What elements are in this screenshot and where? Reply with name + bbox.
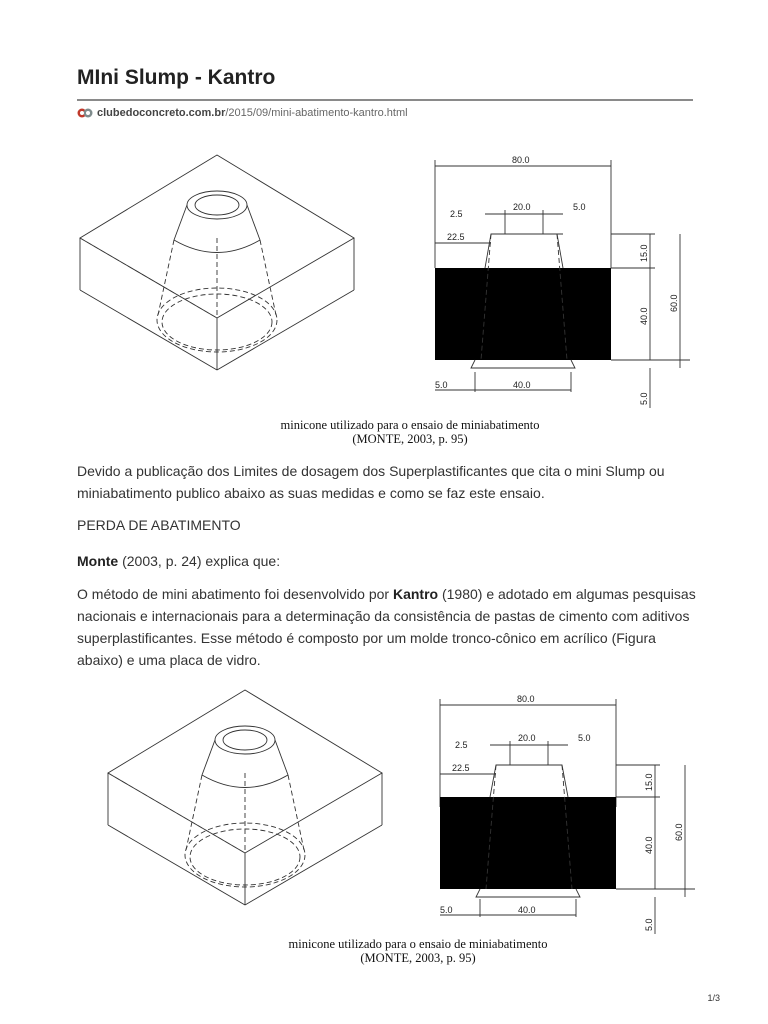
dim-total-width: 80.0 [512, 155, 530, 165]
caption-2-line-2: (MONTE, 2003, p. 95) [360, 951, 476, 965]
page-number: 1/3 [707, 993, 720, 1003]
caption-line-2: (MONTE, 2003, p. 95) [352, 432, 468, 446]
dim-bottom-left-2: 5.0 [440, 905, 453, 915]
dim-bottom-width: 40.0 [513, 380, 531, 390]
isometric-drawing [78, 150, 356, 390]
dim-bottom-left: 5.0 [435, 380, 448, 390]
site-logo-icon [77, 106, 93, 120]
dim-height-bottom: 5.0 [639, 392, 649, 405]
dim-height-total: 60.0 [669, 294, 679, 312]
figure-2 [0, 685, 768, 975]
dim-top-width-2: 20.0 [518, 733, 536, 743]
paragraph-kantro [77, 583, 697, 671]
source-line [77, 106, 408, 120]
source-domain: clubedoconcreto.com.br [97, 107, 226, 119]
dim-height-top: 15.0 [639, 244, 649, 262]
paragraph-intro: Devido a publicação dos Limites de dosagem dos Superplastificantes que cita o mini Slump ou miniabatimento publico abaixo as suas medidas e como se faz este ensaio. [77, 463, 665, 501]
dim-offset-small-2: 2.5 [455, 740, 468, 750]
figure-1 [0, 150, 768, 450]
author-kantro: Kantro [392, 586, 439, 602]
source-path: /2015/09/mini-abatimento-kantro.html [225, 107, 408, 119]
dim-height-mid: 40.0 [639, 307, 649, 325]
dim-offset-small: 2.5 [450, 209, 463, 219]
kantro-text-b: (1980) e adotado em algumas pesquisas nacionais e internacionais para a determinação da consistência de pastas de cimento com aditivos superplastificantes. Esse método é composto por um molde tronco-cônico em acrílico (Figura abaixo) e uma placa de vidro. [77, 586, 696, 668]
dimension-drawing [425, 150, 695, 415]
dim-top-width: 20.0 [513, 202, 531, 212]
section-heading: PERDA DE ABATIMENTO [77, 517, 241, 533]
dimension-drawing-2 [430, 689, 700, 954]
dim-offset-right-2: 5.0 [578, 733, 591, 743]
dim-height-mid-2: 40.0 [644, 836, 654, 854]
caption-2-line-1: minicone utilizado para o ensaio de miniabatimento [288, 937, 548, 951]
figure-caption [240, 418, 580, 446]
dim-height-top-2: 15.0 [644, 773, 654, 791]
source-link[interactable] [97, 107, 408, 119]
figure-caption-2 [248, 937, 588, 965]
caption-line-1: minicone utilizado para o ensaio de miniabatimento [280, 418, 540, 432]
dim-total-width-2: 80.0 [517, 694, 535, 704]
paragraph-monte [77, 550, 697, 572]
dim-height-bottom-2: 5.0 [644, 918, 654, 931]
dim-bottom-width-2: 40.0 [518, 905, 536, 915]
kantro-text-a: O método de mini abatimento foi desenvolvido por [77, 586, 393, 602]
monte-citation: (2003, p. 24) explica que: [118, 553, 281, 569]
author-monte: Monte [77, 553, 119, 569]
dim-offset-large-2: 22.5 [452, 763, 470, 773]
page-title: MIni Slump - Kantro [77, 66, 276, 89]
dim-height-total-2: 60.0 [674, 823, 684, 841]
title-divider [77, 99, 693, 101]
dim-offset-right: 5.0 [573, 202, 586, 212]
dim-offset-large: 22.5 [447, 232, 465, 242]
isometric-drawing-2 [106, 685, 384, 925]
